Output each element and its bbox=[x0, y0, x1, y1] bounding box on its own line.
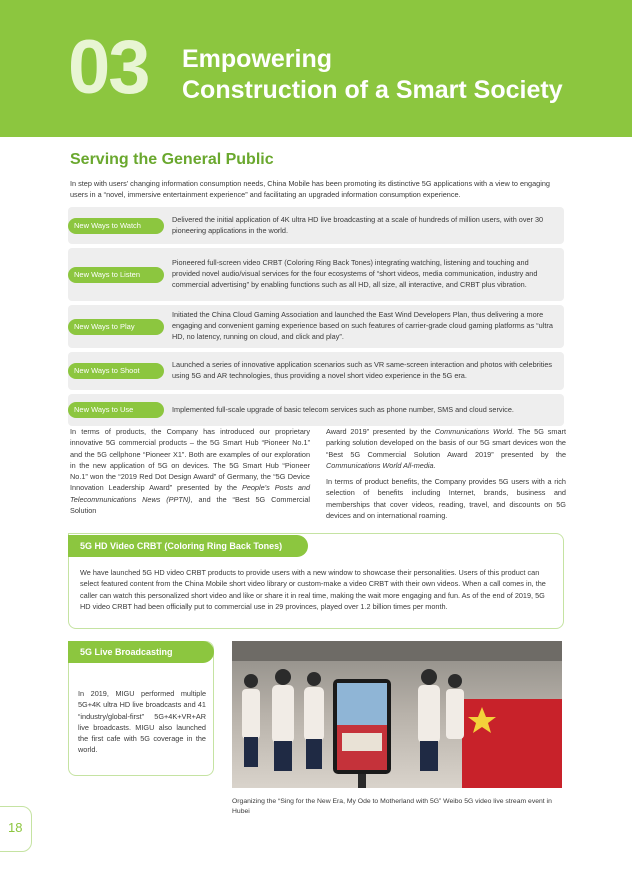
page-number: 18 bbox=[8, 820, 23, 835]
way-description: Delivered the initial application of 4K ultra HD live broadcasting at a scale of hundreds of million users, with over 30 pioneering applications in the world. bbox=[172, 214, 544, 235]
chapter-number: 03 bbox=[68, 25, 149, 110]
ways-table bbox=[68, 207, 564, 430]
section-intro: In step with users’ changing information consumption needs, China Mobile has been promoting its distinctive 5G applications with a view to engaging users in a “novel, immersive entertainment experience” and facilitating an upgraded information consumption experience. bbox=[70, 179, 550, 200]
chapter-header bbox=[0, 0, 632, 137]
body-text: In terms of products, the Company has introduced our proprietary innovative 5G commercial products – the 5G Smart Hub “Pioneer No.1” and the 5G cellphone “Pioneer X1”. Both are examples of our exploration in the new application of 5G on devices. The 5G Smart Hub “Pioneer No.1” won the “2019 Red Dot Design Award” of Germany, the “5G Device Innovation Leadership Award” presented by the bbox=[70, 427, 310, 493]
live-title: 5G Live Broadcasting bbox=[68, 641, 214, 663]
way-tag: New Ways to Watch bbox=[68, 218, 164, 234]
publication-name: People’s Posts and Telecommunications News (PPTN) bbox=[70, 483, 310, 504]
way-tag: New Ways to Use bbox=[68, 402, 164, 418]
chapter-title-line2: Construction of a Smart Society bbox=[182, 76, 563, 104]
way-tag: New Ways to Listen bbox=[68, 267, 164, 283]
way-description: Launched a series of innovative application scenarios such as VR same-screen interaction and photos with celebrities using 5G and AR technologies, thus providing a novel short video experience in the 5G era. bbox=[172, 360, 553, 380]
body-text: . bbox=[433, 460, 436, 470]
crbt-text: We have launched 5G HD video CRBT products to provide users with a new window to showcase their personalities. Users of this product can select featured content from the China Mobile short video library or custom-make a video CRBT with their own videos. When a call comes in, the caller can watch this personalized short video and like or share it in real time, making the wait more engaging and fun. As of the end of 2019, 5G HD video CRBT had been officially put to commercial use in 29 provinces, played over 1.2 billion times per month. bbox=[80, 568, 546, 611]
way-row-use bbox=[68, 394, 564, 426]
way-row-shoot bbox=[68, 352, 564, 390]
chapter-title-line1: Empowering bbox=[182, 45, 333, 73]
body-text: , and the “Best 5G Commercial Solution bbox=[70, 494, 310, 516]
event-photo-illustration bbox=[232, 641, 562, 788]
publication-name: Communications World All-media bbox=[326, 460, 434, 470]
body-text: Award 2019” presented by the bbox=[326, 427, 435, 436]
publication-name: Communications World bbox=[434, 427, 513, 436]
way-description: Implemented full-scale upgrade of basic telecom services such as phone number, SMS and cloud service. bbox=[172, 404, 514, 414]
event-photo bbox=[232, 641, 562, 788]
photo-caption: Organizing the “Sing for the New Era, My Ode to Motherland with 5G” Weibo 5G video live stream event in Hubei bbox=[232, 798, 552, 816]
way-row-listen bbox=[68, 248, 564, 301]
way-tag: New Ways to Play bbox=[68, 319, 164, 335]
body-column-left bbox=[70, 426, 310, 521]
live-text: In 2019, MIGU performed multiple 5G+4K ultra HD live broadcasts and 41 “industry/global-first” 5G+4K+VR+AR live broadcasts. MIGU also launched the first cafe with 5G coverage in the world. bbox=[78, 689, 206, 755]
way-row-play bbox=[68, 305, 564, 348]
crbt-title: 5G HD Video CRBT (Coloring Ring Back Tones) bbox=[68, 535, 308, 557]
way-description: Pioneered full-screen video CRBT (Coloring Ring Back Tones) integrating watching, listening and touching and provided novel audio/visual services for the four ecosystems of “short videos, media communication, industry and commercial advertising” by enabling functions such as all HD, all size, all interactive, and CRBT plus vibration. bbox=[172, 258, 538, 289]
section-title: Serving the General Public bbox=[70, 151, 274, 168]
way-row-watch bbox=[68, 207, 564, 244]
body-paragraph bbox=[326, 426, 566, 471]
body-paragraph bbox=[70, 426, 310, 516]
body-column-right bbox=[326, 426, 566, 526]
way-tag: New Ways to Shoot bbox=[68, 363, 164, 379]
way-description: Initiated the China Cloud Gaming Association and launched the East Wind Developers Plan, thus delivering a more engaging and convenient gaming experience based on such features of carrier-grade cloud gaming platforms as “ultra HD, no latency, running on cloud, and click and play”. bbox=[172, 310, 553, 341]
body-text: . The 5G smart parking solution developed on the basis of our 5G smart devices won the “Best 5G Commercial Solution Award 2019” presented by the bbox=[326, 427, 567, 459]
body-paragraph: In terms of product benefits, the Company provides 5G users with a rich selection of benefits including Internet, brands, business and memberships that cover videos, reading, travel, and discounts on 5G devices and on international roaming. bbox=[326, 477, 566, 521]
